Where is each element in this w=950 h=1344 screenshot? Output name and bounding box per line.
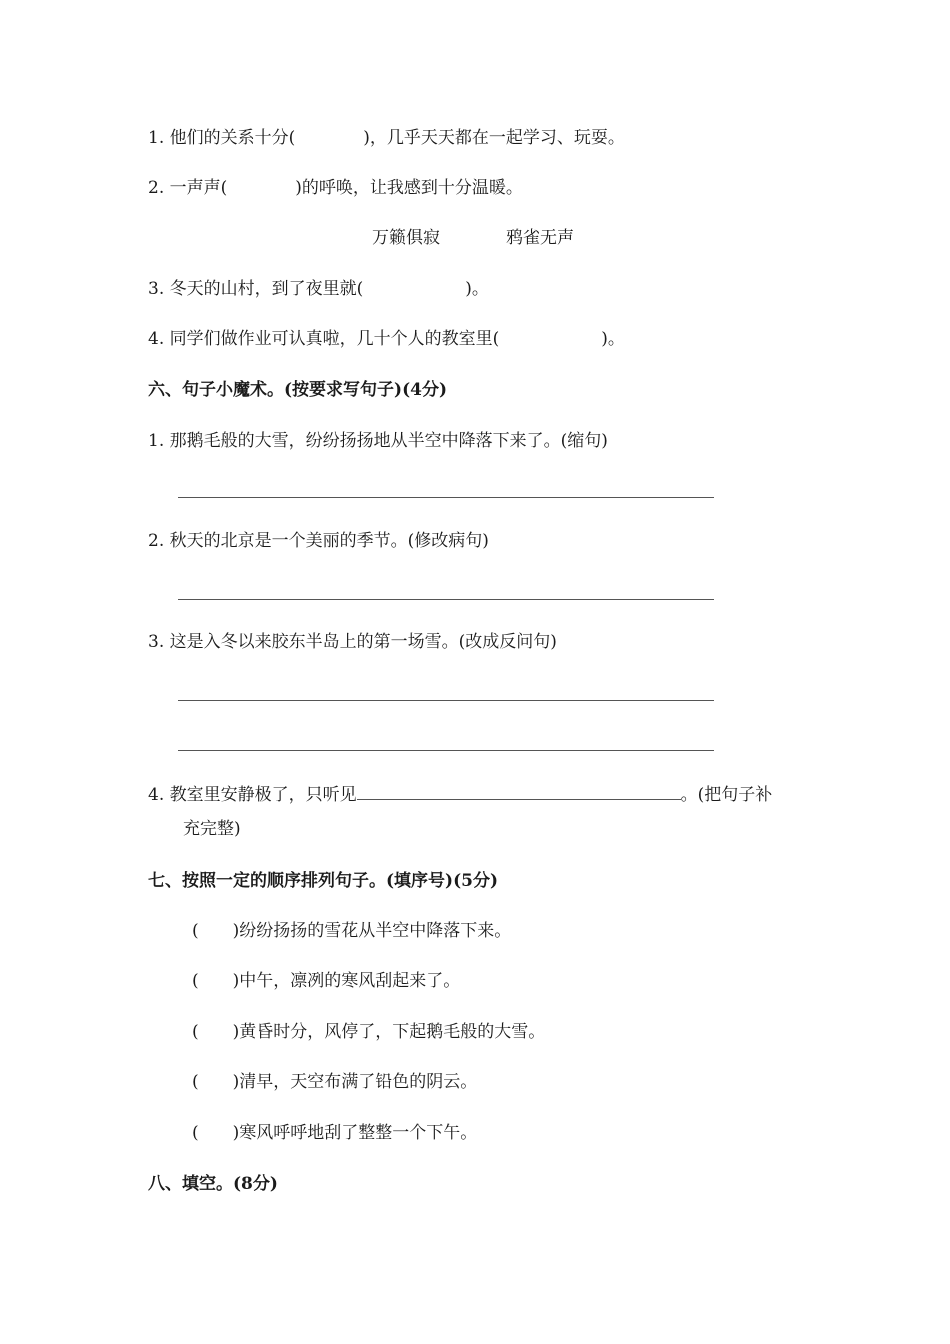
- ordering-item[interactable]: ( )纷纷扬扬的雪花从半空中降落下来。: [192, 921, 512, 941]
- word-bank-item: 鸦雀无声: [506, 228, 574, 248]
- question-6-4-suffix: 。(把句子补: [680, 785, 773, 805]
- ordering-item[interactable]: ( )中午，凛冽的寒风刮起来了。: [192, 971, 461, 991]
- question-6-3: 3. 这是入冬以来胶东半岛上的第一场雪。(改成反问句): [148, 632, 557, 652]
- answer-line[interactable]: [178, 750, 714, 751]
- question-6-1: 1. 那鹅毛般的大雪，纷纷扬扬地从半空中降落下来了。(缩句): [148, 431, 608, 451]
- answer-line[interactable]: [178, 497, 714, 498]
- section-8-heading: 八、填空。(8分): [148, 1174, 278, 1194]
- question-5-4: 4. 同学们做作业可认真啦，几十个人的教室里( )。: [148, 329, 625, 349]
- ordering-item[interactable]: ( )寒风呼呼地刮了整整一个下午。: [192, 1123, 478, 1143]
- question-6-4: [148, 782, 772, 807]
- section-6-heading: 六、句子小魔术。(按要求写句子)(4分): [148, 380, 448, 400]
- answer-line[interactable]: [178, 700, 714, 701]
- ordering-item[interactable]: ( )黄昏时分，风停了，下起鹅毛般的大雪。: [192, 1022, 546, 1042]
- question-6-2: 2. 秋天的北京是一个美丽的季节。(修改病句): [148, 531, 489, 551]
- question-5-2: 2. 一声声( )的呼唤，让我感到十分温暖。: [148, 178, 523, 198]
- section-7-heading: 七、按照一定的顺序排列句子。(填序号)(5分): [148, 871, 499, 891]
- question-5-1: 1. 他们的关系十分( )，几乎天天都在一起学习、玩耍。: [148, 128, 625, 148]
- question-6-4-prefix: 4. 教室里安静极了，只听见: [148, 785, 357, 805]
- word-bank-item: 万籁俱寂: [372, 228, 440, 248]
- fill-in-blank[interactable]: [357, 782, 681, 800]
- question-5-3: 3. 冬天的山村，到了夜里就( )。: [148, 279, 489, 299]
- answer-line[interactable]: [178, 599, 714, 600]
- question-6-4-continuation: 充完整): [183, 819, 241, 839]
- ordering-item[interactable]: ( )清早，天空布满了铅色的阴云。: [192, 1072, 478, 1092]
